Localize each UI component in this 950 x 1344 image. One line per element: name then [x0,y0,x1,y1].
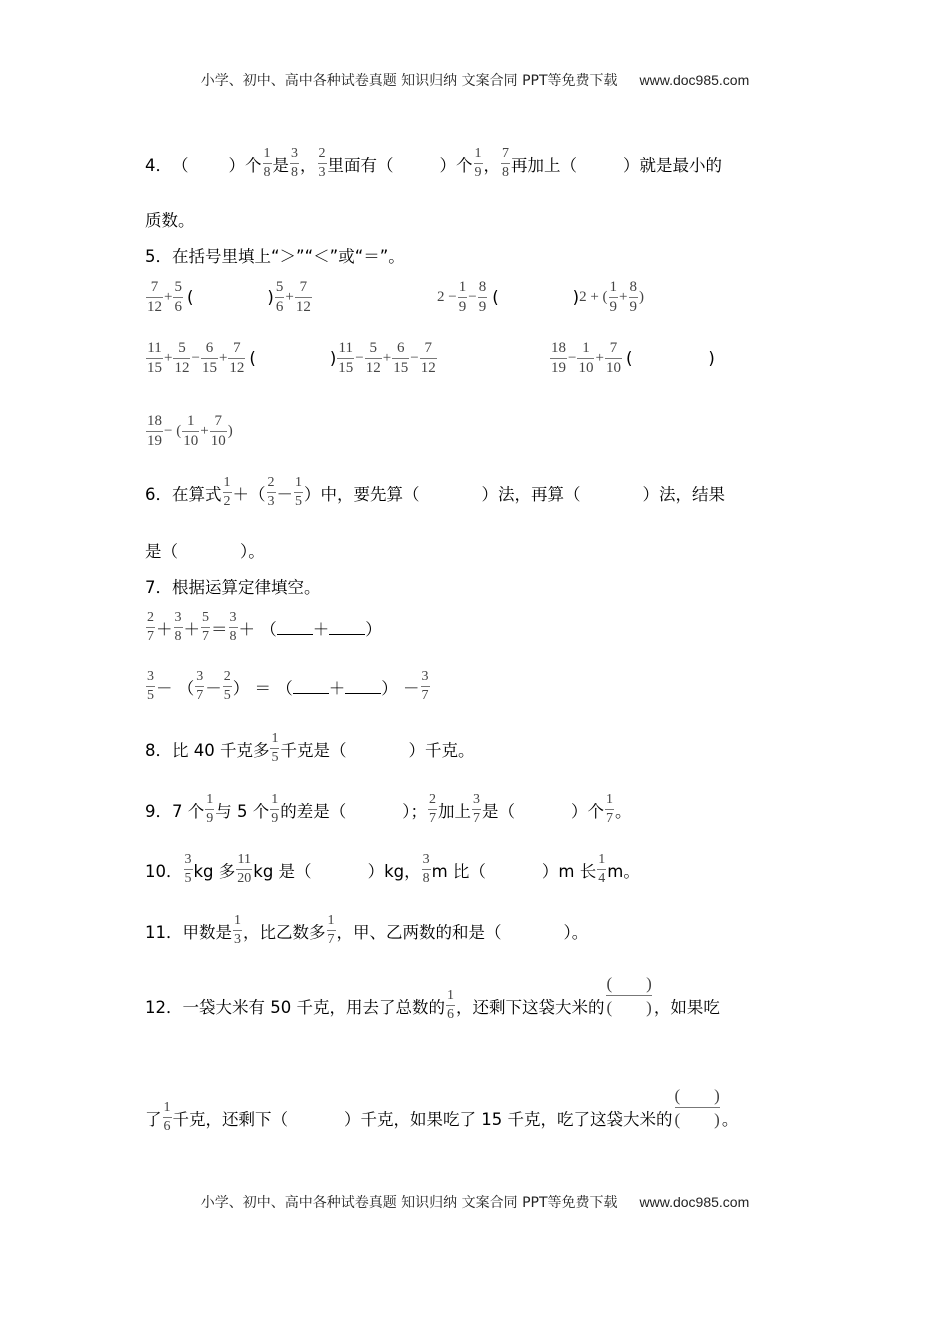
fraction: $\frac{7}{12}$ [295,279,311,315]
text: ）kg， [367,861,421,881]
question-5-expr-2 [437,280,644,315]
fraction: $\frac{7}{12}$ [229,340,245,376]
operator: − [468,289,477,305]
fraction: $\frac{5}{12}$ [174,340,190,376]
footer-url: www.doc985.com [639,1194,750,1210]
fraction: $\frac{5}{12}$ [365,340,381,376]
fraction: $\frac{1}{6}$ [163,1100,171,1134]
fraction: $\frac{11}{15}$ [338,340,354,376]
operator: − [355,350,364,366]
fraction: $\frac{2}{7}$ [429,792,436,826]
text: ＋（ [232,484,266,504]
question-7-row-2 [145,670,431,703]
text: ) [267,288,274,307]
text: 10． [145,861,183,881]
text: ）个 [228,155,262,175]
fraction: $\frac{3}{8}$ [291,146,298,180]
text: 加上 [438,801,471,821]
fraction: $\frac{3}{7}$ [473,792,480,826]
operator: ＋ [312,619,330,639]
text: ，如果吃 [653,997,720,1017]
text: ）法，再算（ [481,484,581,504]
fraction: $\frac{1}{8}$ [263,146,271,180]
text: ）个 [571,801,604,821]
text: ）就是最小的 [623,155,722,175]
text: ）； [402,801,427,821]
fraction: $\frac{1}{6}$ [446,988,454,1022]
text: 质数。 [145,211,195,230]
text: 2 − [437,289,457,305]
text: kg 是（ [253,861,312,881]
text: 。 [721,1109,739,1129]
answer-fraction-blank[interactable]: ( ) ( ) [606,974,652,1017]
text: ( [186,288,194,307]
fraction: $\frac{7}{12}$ [420,340,436,376]
text: m 比（ [431,861,486,881]
operator: − [410,350,419,366]
fraction: $\frac{1}{3}$ [234,913,241,947]
text: 千克，还剩下（ [172,1109,288,1129]
text: ）千克。 [408,740,475,760]
fraction: $\frac{5}{7}$ [202,610,209,644]
answer-blank[interactable] [329,620,365,635]
text: 千克是（ [280,740,347,760]
text: ） － [381,678,420,698]
question-5-expr-1 [145,280,313,315]
text: ） [365,619,382,639]
text: 9．7 个 [145,801,205,821]
fraction: $\frac{2}{3}$ [267,475,275,509]
operator: － （ [156,678,195,698]
operator: − ( [164,423,182,439]
fraction: $\frac{7}{10}$ [605,340,621,376]
question-7-title [145,574,321,598]
header-url: www.doc985.com [639,72,750,88]
text: 11．甲数是 [145,922,232,942]
page-footer [0,1192,950,1212]
fraction: $\frac{6}{15}$ [393,340,409,376]
question-number: 4． [145,155,172,175]
text: 的差是（ [280,801,347,821]
text: ，还剩下这袋大米的 [455,997,605,1017]
operator: + [200,423,209,439]
operator: ） ＝ （ [232,678,293,698]
answer-fraction-blank[interactable]: ( ) ( ) [674,1086,720,1129]
question-11 [145,914,588,947]
text: ）m 长 [541,861,597,881]
fraction: $\frac{8}{9}$ [478,279,487,315]
text: ) [227,423,233,439]
question-4-line-2 [145,207,195,231]
fraction: $\frac{1}{9}$ [609,279,618,315]
text: 是（ [145,542,178,561]
text: 是 [272,155,289,175]
answer-blank[interactable] [277,620,313,635]
text: 12．一袋大米有 50 千克，用去了总数的 [145,997,445,1017]
operator: − [191,350,200,366]
text: ) [708,349,715,368]
text: 。 [615,801,632,821]
text: ) [329,349,337,368]
question-5-expr-5 [145,414,233,449]
text: 6．在算式 [145,484,222,504]
operator: + [164,289,173,305]
text: kg 多 [193,861,236,881]
text: 7．根据运算定律填空。 [145,578,321,597]
fraction: $\frac{6}{15}$ [201,340,217,376]
fraction: $\frac{3}{5}$ [184,852,192,886]
fraction: $\frac{1}{9}$ [458,279,467,315]
fraction: $\frac{8}{9}$ [629,279,637,315]
text: ， [300,155,317,175]
header-text: 小学、初中、高中各种试卷真题 知识归纳 文案合同 PPT等免费下载 [200,73,618,89]
operator: － [205,678,222,698]
text: 再加上（ [511,155,577,175]
fraction: $\frac{1}{5}$ [295,475,302,509]
operator: − [568,350,577,366]
operator: + [218,350,228,366]
operator: + [285,289,294,305]
text: 是（ [482,801,515,821]
fraction: $\frac{18}{19}$ [551,340,566,376]
fraction: $\frac{3}{8}$ [174,610,182,644]
fraction: $\frac{2}{7}$ [147,610,154,644]
operator: ＋ [183,619,200,639]
question-9 [145,793,632,826]
text: 8．比 40 千克多 [145,740,270,760]
operator: ＋ （ [238,619,277,639]
question-12-line-2 [145,1086,739,1138]
fraction: $\frac{3}{8}$ [229,610,237,644]
text: ）。 [240,542,265,561]
text: ( [492,288,499,307]
question-8 [145,732,474,765]
page-header [0,70,950,90]
answer-blank[interactable] [293,679,329,694]
question-10 [145,853,640,886]
question-4 [145,147,722,180]
footer-text: 小学、初中、高中各种试卷真题 知识归纳 文案合同 PPT等免费下载 [200,1195,618,1211]
question-5-expr-3 [145,341,438,376]
fraction: $\frac{1}{2}$ [223,475,231,509]
fraction: $\frac{1}{5}$ [271,731,279,765]
text: 里面有（ [327,155,394,175]
operator: ＋ [328,678,346,698]
question-5-expr-4 [549,341,715,376]
fraction: $\frac{1}{10}$ [578,340,594,376]
question-6 [145,476,725,509]
text: 2 + ( [579,289,608,305]
operator: ＋ [156,619,173,639]
fraction: $\frac{7}{8}$ [502,146,509,180]
text: 与 5 个 [215,801,270,821]
text: ) [572,288,580,307]
text: 5．在括号里填上“＞”“＜”或“＝”。 [145,247,405,266]
operator: + [619,289,628,305]
text: ，甲、乙两数的和是（ [336,922,502,942]
text: ）法，结果 [642,484,725,504]
operator: + [382,350,392,366]
fraction: $\frac{1}{10}$ [183,413,199,449]
text: ）千克，如果吃了 15 千克，吃了这袋大米的 [344,1109,673,1129]
operator: + [595,350,604,366]
text: ( [625,349,633,368]
text: m。 [607,861,640,881]
fraction: $\frac{1}{4}$ [598,852,606,886]
text: ）。 [563,922,589,942]
fraction: $\frac{1}{9}$ [271,792,279,826]
text: 了 [145,1109,162,1129]
fraction: $\frac{1}{7}$ [327,913,335,947]
fraction: $\frac{11}{20}$ [237,852,252,886]
text: ) [639,289,644,305]
fraction: $\frac{5}{6}$ [174,279,182,315]
text: （ [172,155,189,175]
fraction: $\frac{3}{7}$ [196,669,204,703]
text: ）个 [439,155,473,175]
operator: + [164,350,173,366]
fraction: $\frac{1}{7}$ [606,792,613,826]
text: ）中，要先算（ [304,484,420,504]
text: ( [249,349,256,368]
fraction: $\frac{2}{3}$ [318,146,326,180]
text: － [276,484,293,504]
answer-blank[interactable] [345,679,381,694]
fraction: $\frac{3}{7}$ [421,669,429,703]
fraction: $\frac{7}{12}$ [147,279,162,315]
question-7-row-1 [145,611,382,644]
operator: ＝ [211,619,228,639]
fraction: $\frac{11}{15}$ [147,340,162,376]
fraction: $\frac{1}{9}$ [206,792,214,826]
fraction: $\frac{7}{10}$ [210,413,226,449]
fraction: $\frac{3}{5}$ [147,669,154,703]
fraction: $\frac{5}{6}$ [275,279,284,315]
fraction: $\frac{2}{5}$ [223,669,231,703]
question-6-line-2 [145,538,265,562]
fraction: $\frac{1}{9}$ [474,146,482,180]
text: ，比乙数多 [243,922,326,942]
fraction: $\frac{3}{8}$ [422,852,430,886]
question-12 [145,974,720,1026]
fraction: $\frac{18}{19}$ [147,413,162,449]
text: ， [483,155,500,175]
question-5-title [145,243,405,267]
